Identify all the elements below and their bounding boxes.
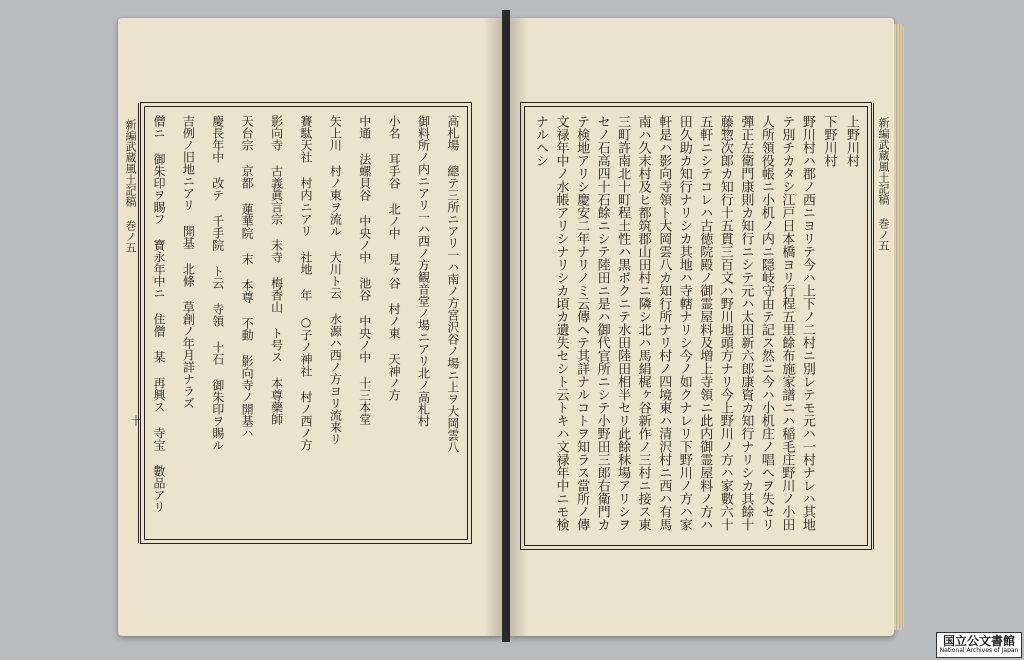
left-page [118, 18, 502, 636]
left-text-column: 高札場 總テ三所ニアリ一ハ南ノ方宮沢谷ノ場ニ上ヲ大岡雲八 [445, 115, 460, 453]
left-text-column: 吉例ノ旧地ニアリ 開基 北條 草創ノ年月詳ナラズ [181, 115, 196, 409]
right-text-column: 五軒ニシテコレハ古徳院殿ノ御霊屋料及増上寺領ニ此内御霊屋料ノ方ハ [697, 115, 713, 531]
left-text-column: 小名 耳手谷 北ノ中 見ヶ谷 村ノ東 天神ノ方 [387, 115, 402, 401]
right-text-column: 文禄年中ノ水帳アリシナリシカ頃カ遺失セシト云トキハ文禄年中ニモ検 [553, 115, 569, 531]
right-text-column: 南ハ久末村及ヒ都筑郡山田村ニ隣シ北ハ馬絹梶ヶ谷新作ノ三村ニ接ス東 [635, 115, 651, 531]
village-subtitle: 下野川村 [821, 115, 837, 167]
right-text-column: 人所領役帳ニ小机ノ内ニ隠岐守由テ記ス然ニ今ハ小机庄ノ唱ヘヲ失セリ [758, 115, 774, 531]
left-running-head: 新編武蔵風土記稿 巻ノ五 [123, 103, 139, 543]
left-text-column: 天台宗 京都 蓮華院 末 本尊 不動 影向寺ノ開基ハ [240, 115, 255, 439]
left-text-frame [124, 102, 472, 544]
left-text-column: 御料所ノ内ニアリ一ハ西ノ方観音堂ノ場ニアリ北ノ高札村 [416, 115, 431, 427]
village-title: 上野川村 [843, 115, 859, 167]
left-text-column: 僧ニ 御朱印ヲ賜フ 寶永年中ニ 住僧 某 再興ス 寺宝 數品アリ [152, 115, 166, 513]
right-text-column: 三町許南北十町程土性ハ黒ボクニテ水田陸田相半セリ此餘秣場アリシヲ [615, 115, 631, 531]
right-text-column: 田久助カ知行ナリシカ其地ハ寺轄ナリシ今ノ如クナレリ下野川ノ方ハ家 [676, 115, 692, 531]
right-text-column: 軒是ハ影向寺領ト大岡雲八カ知行所ナリ村ノ四境東ハ清沢村ニ西ハ有馬 [656, 115, 672, 531]
left-text-column: 矢上川 村ノ東ヲ流ル 大川ト云 水源ハ西ノ方ヨリ流来リ [328, 115, 343, 445]
folio-number: 十 [129, 415, 142, 426]
open-book [118, 10, 902, 642]
left-text-column: 中通 法螺貝谷 中央ノ中 池谷 中央ノ中 十三本堂 [357, 115, 372, 425]
left-text-column: 影向寺 古義眞言宗 末寺 梅香山 ト号ス 本尊藥師 [269, 115, 284, 425]
right-text-column: セノ石高四十石餘ニシテ陸田ニ是ハ御代官所ニシテ小野田三郎右衛門カ [594, 115, 610, 531]
right-text-column: テ検地アリシ慶安二年ナリノミ云傳ヘテ其詳ナルコトヲ知ラス當所ノ傳 [574, 115, 590, 531]
left-text-column: 慶長年中 改テ 千手院 ト云 寺領 十石 御朱印ヲ賜ル [210, 115, 225, 451]
archive-name-ja: 国立公文書館 [942, 634, 1015, 648]
book-gutter [502, 10, 510, 642]
left-text-column: 賽駄天社 村内ニアリ 社地 年 ○子ノ神社 村ノ西ノ方 [298, 115, 313, 451]
right-text-column: テ別チカタシ江戸日本橋ヨリ行程五里餘布施家譜ニハ稲毛庄野川ノ小田 [779, 115, 795, 531]
right-text-column: 藤惣次郎カ知行十五貫三百文ハ野川地頭方ナリ今上野川ノ方ハ家數六十 [717, 115, 733, 531]
right-page [510, 18, 894, 636]
page-edges [894, 24, 904, 630]
right-running-head: 新編武蔵風土記稿 巻ノ五 [873, 103, 891, 549]
right-text-column: ナルヘシ [533, 115, 548, 167]
archive-name-en: National Archives of Japan [939, 647, 1019, 654]
right-text-frame [520, 102, 890, 550]
right-text-column: 彈正左衛門康則カ知行ニシテ元ハ太田新六郎康資カ知行ナリシカ其餘十 [738, 115, 754, 531]
left-columns [141, 103, 471, 543]
archive-stamp [936, 632, 1022, 658]
right-columns [521, 103, 871, 549]
right-text-column: 野川村ハ郡ノ西ニヨリテ今ハ上下ノ二村ニ別レテモ元ハ一村ナレハ其地 [799, 115, 815, 531]
